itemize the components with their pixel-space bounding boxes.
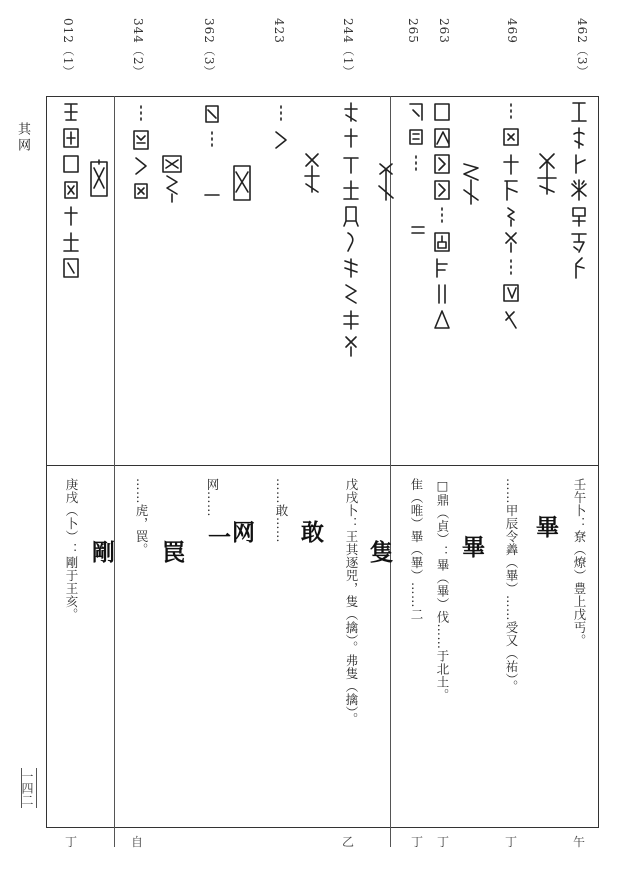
oracle-glyph	[201, 102, 223, 126]
oracle-glyph	[431, 152, 453, 176]
transcription-263: □鼎（貞）：畢（畢）伐……于北土。	[435, 478, 450, 702]
oracle-glyph	[431, 178, 453, 202]
column-id-423: 423	[272, 18, 286, 44]
oracle-glyph	[431, 204, 453, 228]
oracle-glyph	[500, 282, 522, 306]
oracle-glyph	[500, 256, 522, 280]
oracle-glyph	[340, 308, 362, 332]
head-character-244: 隻	[366, 540, 393, 569]
inscription-head-glyph-362	[228, 160, 256, 208]
oracle-glyph	[60, 152, 82, 176]
oracle-glyph	[431, 256, 453, 280]
oracle-glyph	[500, 308, 522, 332]
head-character-362: 网	[228, 520, 255, 549]
oracle-glyph	[203, 190, 221, 200]
oracle-glyph	[340, 178, 362, 202]
oracle-glyph	[340, 152, 362, 176]
footer-mark-012: 丁	[64, 835, 77, 849]
footer-mark-462: 午	[572, 835, 585, 849]
column-id-462: 462（3）	[575, 18, 589, 79]
head-character-469: 畢	[532, 515, 559, 544]
oracle-glyph	[270, 102, 292, 126]
oracle-glyph	[229, 160, 255, 208]
oracle-glyph	[60, 230, 82, 254]
inscription-column-263	[428, 100, 456, 332]
oracle-glyph	[340, 334, 362, 358]
footer-mark-344: 自	[130, 835, 143, 849]
oracle-glyph	[130, 128, 152, 152]
oracle-glyph	[568, 230, 590, 254]
oracle-glyph	[340, 282, 362, 306]
inscription-head-glyph-263	[457, 160, 485, 208]
transcription-012: 庚戌（卜）：剛于王亥。	[64, 478, 79, 621]
head-character-one: 一	[204, 525, 231, 554]
transcription-469: ……甲辰令羴（畢）……受又（祐）。	[504, 478, 519, 693]
oracle-glyph	[340, 126, 362, 150]
column-divider-2	[114, 96, 115, 847]
oracle-glyph	[60, 204, 82, 228]
inscription-column-469	[497, 100, 525, 332]
oracle-glyph	[431, 230, 453, 254]
head-character-423: 敢	[297, 520, 324, 549]
transcription-423: ……敢……	[274, 478, 289, 543]
oracle-glyph	[410, 222, 426, 238]
head-character-012: 剛	[88, 540, 115, 569]
oracle-glyph	[500, 204, 522, 228]
oracle-glyph	[201, 128, 223, 152]
transcription-265: 隹（唯）畢（畢）……二	[409, 478, 424, 621]
oracle-glyph	[60, 126, 82, 150]
oracle-glyph	[340, 230, 362, 254]
oracle-glyph	[374, 160, 398, 204]
oracle-glyph	[60, 178, 82, 202]
oracle-glyph	[431, 126, 453, 150]
oracle-glyph	[458, 160, 484, 208]
transcription-244: 戊戌卜：王其逐兕，隻（擒）。弗隻（擒）。	[344, 478, 359, 726]
oracle-glyph	[568, 204, 590, 228]
oracle-glyph	[500, 230, 522, 254]
oracle-glyph	[534, 150, 560, 198]
oracle-glyph	[340, 204, 362, 228]
oracle-glyph	[405, 126, 427, 150]
oracle-glyph	[270, 128, 292, 152]
column-id-012: 012（1）	[61, 18, 75, 79]
oracle-glyph	[60, 256, 82, 280]
oracle-glyph	[86, 156, 112, 204]
inscription-one-mark	[198, 190, 226, 200]
oracle-glyph	[130, 180, 152, 204]
oracle-glyph	[568, 256, 590, 280]
oracle-glyph	[159, 152, 185, 204]
transcription-462: 壬午卜：尞（燎）豊上戊丐。	[572, 478, 587, 647]
oracle-glyph	[568, 152, 590, 176]
oracle-glyph	[60, 100, 82, 124]
inscription-column-265	[402, 100, 430, 176]
footer-mark-263: 丁	[436, 835, 449, 849]
inscription-column-462	[565, 100, 593, 280]
inscription-column-423-small	[267, 102, 295, 152]
inscription-head-glyph-265	[372, 160, 400, 204]
footer-mark-469: 丁	[504, 835, 517, 849]
column-id-362: 362（3）	[202, 18, 216, 79]
transcription-344: ……虎，罠。	[134, 478, 149, 556]
oracle-glyph	[405, 100, 427, 124]
column-id-469: 469	[505, 18, 519, 44]
footer-mark-244: 乙	[341, 835, 354, 849]
inscription-head-glyph-012	[85, 156, 113, 204]
inscription-column-012	[57, 100, 85, 280]
column-id-263: 263	[437, 18, 451, 44]
page-number: 一四二	[21, 768, 37, 808]
bottom-divider	[46, 827, 599, 828]
head-character-263: 畢	[458, 535, 485, 564]
oracle-glyph	[340, 256, 362, 280]
oracle-glyph	[500, 100, 522, 124]
oracle-glyph	[300, 150, 324, 198]
oracle-glyph	[568, 100, 590, 124]
column-id-344: 344（2）	[131, 18, 145, 79]
oracle-glyph	[340, 100, 362, 124]
column-divider-1	[390, 96, 391, 847]
inscription-head-glyph-344	[158, 152, 186, 204]
oracle-glyph	[405, 152, 427, 176]
oracle-glyph	[500, 152, 522, 176]
inscription-column-344	[127, 102, 155, 204]
oracle-glyph	[431, 308, 453, 332]
column-id-265: 265	[406, 18, 420, 44]
inscription-column-423	[298, 150, 326, 198]
oracle-glyph	[130, 154, 152, 178]
oracle-glyph	[130, 102, 152, 126]
inscription-number-265	[404, 222, 432, 238]
oracle-glyph	[431, 282, 453, 306]
head-character-344: 罠	[158, 540, 185, 569]
inscription-head-glyph-469	[533, 150, 561, 198]
side-title: 其网	[15, 122, 30, 154]
oracle-glyph	[500, 126, 522, 150]
footer-mark-265: 丁	[410, 835, 423, 849]
column-id-244: 244（1）	[341, 18, 355, 79]
transcription-362: 网……	[205, 478, 220, 517]
oracle-glyph	[568, 178, 590, 202]
inscription-column-244	[337, 100, 365, 358]
inscription-column-362	[198, 102, 226, 152]
oracle-glyph	[500, 178, 522, 202]
middle-divider	[46, 465, 599, 466]
oracle-glyph	[568, 126, 590, 150]
oracle-glyph	[431, 100, 453, 124]
